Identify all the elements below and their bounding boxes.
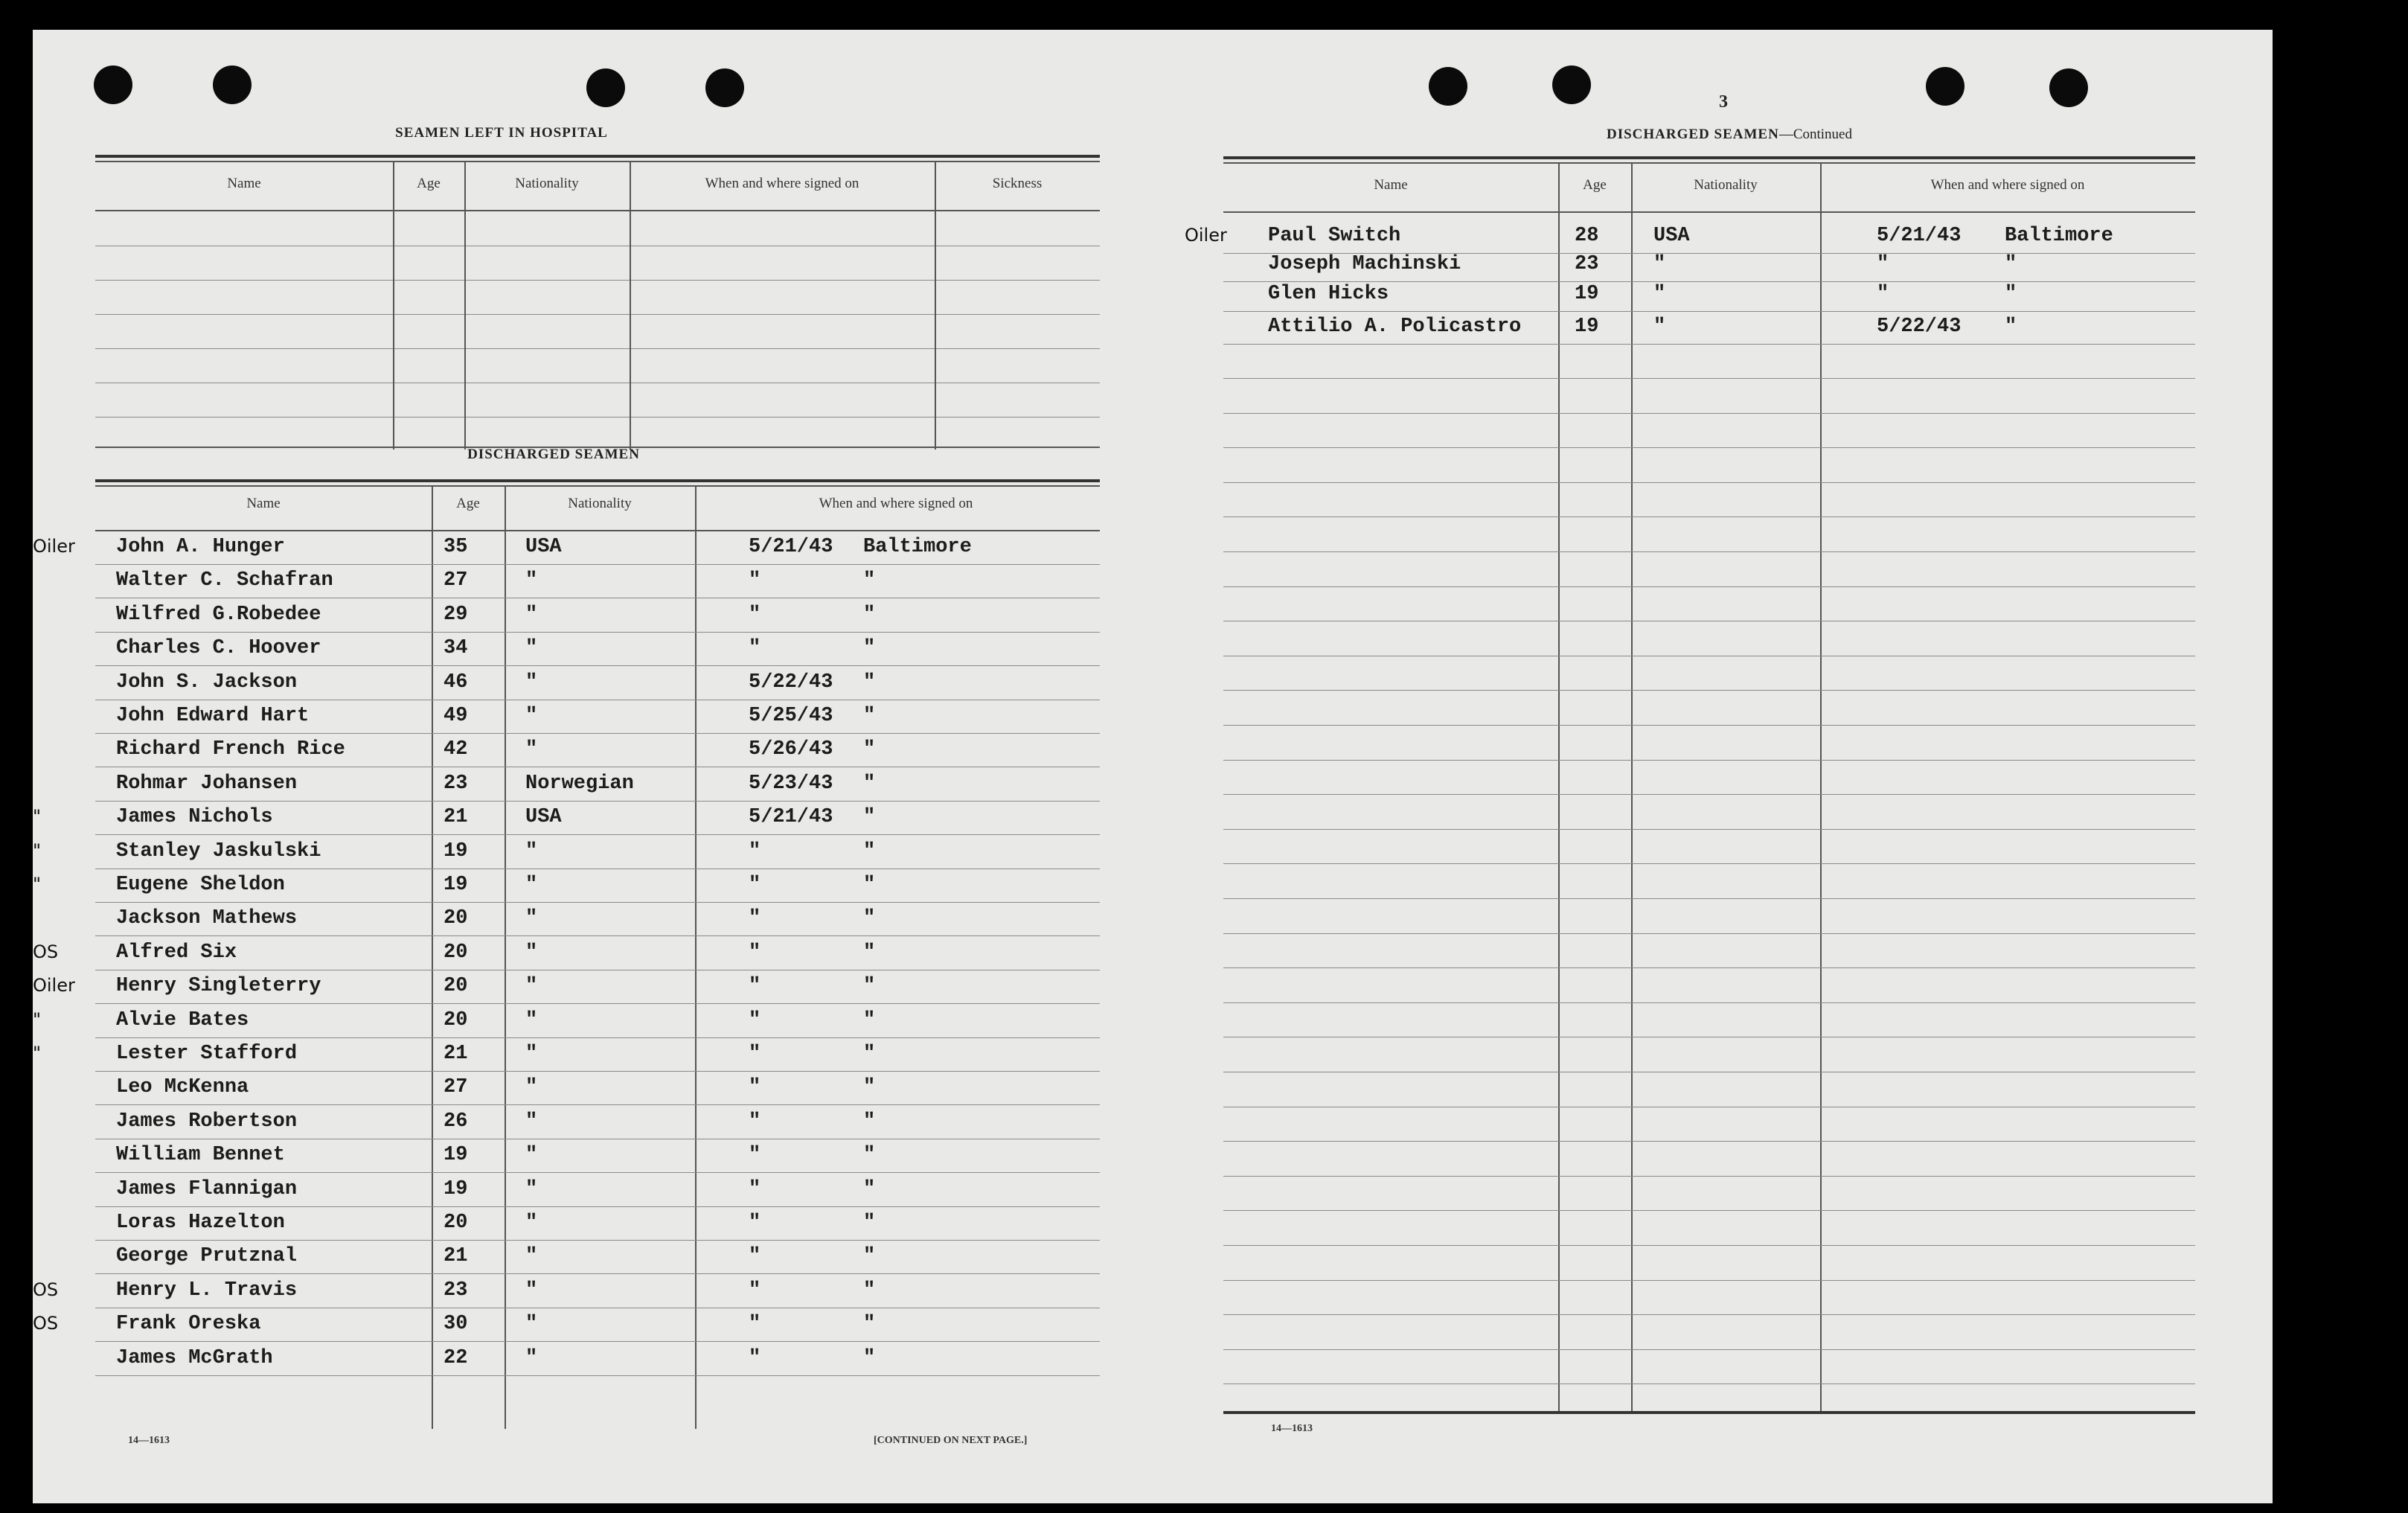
- name-cell: Wilfred G.Robedee: [116, 604, 321, 626]
- table-row: [33, 806, 1100, 836]
- place-cell: ": [863, 738, 876, 761]
- nationality-cell: ": [1653, 283, 1666, 305]
- discharged-continued-title: [1521, 127, 1938, 143]
- margin-note: ": [33, 1009, 42, 1030]
- age-cell: 19: [1575, 316, 1599, 338]
- continued-note: [CONTINUED ON NEXT PAGE.]: [874, 1435, 1028, 1446]
- table-row: [33, 773, 1100, 802]
- table-row: [33, 1144, 1100, 1174]
- date-cell: ": [1877, 253, 1889, 275]
- blank-rule: [1223, 413, 2195, 414]
- date-cell: ": [749, 1347, 761, 1369]
- col-divider: [1820, 162, 1822, 1413]
- col-name: Name: [1374, 177, 1408, 193]
- discharged-col-nationality: Nationality: [568, 496, 632, 511]
- table-row: [33, 705, 1100, 735]
- table-row: [33, 1076, 1100, 1106]
- rule: [1223, 211, 2195, 213]
- blank-rule: [1223, 933, 2195, 934]
- rule: [95, 417, 1100, 418]
- punch-hole: [213, 65, 252, 104]
- age-cell: 21: [444, 1245, 468, 1267]
- rule: [95, 155, 1100, 158]
- col-divider: [1631, 162, 1633, 1413]
- nationality-cell: ": [1653, 253, 1666, 275]
- age-cell: 20: [444, 1009, 468, 1031]
- age-cell: 19: [444, 1178, 468, 1200]
- age-cell: 21: [444, 1043, 468, 1065]
- place-cell: ": [863, 806, 876, 828]
- col-divider: [464, 161, 466, 450]
- date-cell: 5/21/43: [1877, 225, 1962, 247]
- age-cell: 34: [444, 637, 468, 659]
- name-cell: Stanley Jaskulski: [116, 840, 321, 863]
- blank-rule: [1223, 794, 2195, 795]
- table-row: [33, 536, 1100, 566]
- date-cell: ": [749, 1076, 761, 1098]
- date-cell: ": [749, 1009, 761, 1031]
- row-rule: [1223, 281, 2195, 282]
- date-cell: 5/22/43: [749, 671, 833, 694]
- nationality-cell: ": [525, 569, 538, 592]
- age-cell: 20: [444, 941, 468, 964]
- name-cell: Leo McKenna: [116, 1076, 249, 1098]
- left-page: [33, 30, 1171, 1503]
- nationality-cell: ": [525, 1110, 538, 1133]
- row-rule: [95, 564, 1100, 565]
- row-rule: [1223, 344, 2195, 345]
- date-cell: ": [749, 1110, 761, 1133]
- form-number: 14—1613: [1271, 1423, 1313, 1434]
- name-cell: Walter C. Schafran: [116, 569, 333, 592]
- table-row: [33, 1110, 1100, 1140]
- table-row: [33, 907, 1100, 937]
- table-row: [33, 840, 1100, 870]
- place-cell: ": [863, 1178, 876, 1200]
- name-cell: John S. Jackson: [116, 671, 298, 694]
- place-cell: ": [863, 1144, 876, 1166]
- nationality-cell: ": [525, 1279, 538, 1302]
- margin-note: ": [33, 806, 42, 827]
- date-cell: ": [749, 1212, 761, 1234]
- date-cell: 5/21/43: [749, 536, 833, 558]
- nationality-cell: ": [525, 840, 538, 863]
- place-cell: ": [863, 705, 876, 727]
- name-cell: Henry Singleterry: [116, 975, 321, 997]
- place-cell: ": [2005, 253, 2017, 275]
- age-cell: 23: [1575, 253, 1599, 275]
- hospital-col-nationality: Nationality: [515, 176, 579, 191]
- blank-rule: [1223, 863, 2195, 864]
- blank-rule: [1223, 482, 2195, 483]
- date-cell: 5/26/43: [749, 738, 833, 761]
- blank-rule: [1223, 967, 2195, 968]
- place-cell: ": [863, 1245, 876, 1267]
- row-rule: [95, 834, 1100, 835]
- name-cell: Lester Stafford: [116, 1043, 298, 1065]
- nationality-cell: ": [525, 705, 538, 727]
- nationality-cell: ": [525, 671, 538, 694]
- place-cell: ": [2005, 316, 2017, 338]
- name-cell: Eugene Sheldon: [116, 874, 285, 896]
- date-cell: ": [749, 1313, 761, 1335]
- age-cell: 23: [444, 773, 468, 795]
- nationality-cell: ": [525, 1347, 538, 1369]
- table-row: [33, 874, 1100, 903]
- blank-rule: [1223, 1349, 2195, 1350]
- col-divider: [630, 161, 631, 450]
- date-cell: ": [1877, 283, 1889, 305]
- name-cell: Glen Hicks: [1268, 283, 1389, 305]
- place-cell: Baltimore: [863, 536, 972, 558]
- date-cell: ": [749, 569, 761, 592]
- nationality-cell: ": [525, 1043, 538, 1065]
- place-cell: ": [863, 671, 876, 694]
- col-signed-on: When and where signed on: [1930, 177, 2085, 193]
- blank-rule: [1223, 378, 2195, 379]
- margin-note: Oiler: [1185, 225, 1227, 246]
- margin-note: OS: [33, 941, 59, 962]
- margin-note: ": [33, 874, 42, 895]
- date-cell: ": [749, 941, 761, 964]
- nationality-cell: ": [525, 1009, 538, 1031]
- form-number: 14—1613: [128, 1435, 170, 1446]
- blank-rule: [1223, 1280, 2195, 1281]
- date-cell: ": [749, 1144, 761, 1166]
- table-row: [33, 1313, 1100, 1343]
- name-cell: James McGrath: [116, 1347, 273, 1369]
- date-cell: ": [749, 840, 761, 863]
- place-cell: ": [863, 604, 876, 626]
- col-nationality: Nationality: [1694, 177, 1758, 193]
- nationality-cell: ": [525, 1076, 538, 1098]
- nationality-cell: ": [525, 604, 538, 626]
- name-cell: Richard French Rice: [116, 738, 345, 761]
- nationality-cell: ": [525, 637, 538, 659]
- place-cell: ": [863, 569, 876, 592]
- punch-hole: [1429, 67, 1467, 106]
- age-cell: 19: [1575, 283, 1599, 305]
- nationality-cell: ": [525, 1212, 538, 1234]
- age-cell: 29: [444, 604, 468, 626]
- place-cell: ": [863, 874, 876, 896]
- discharged-col-age: Age: [456, 496, 480, 511]
- blank-rule: [1223, 1314, 2195, 1315]
- date-cell: 5/22/43: [1877, 316, 1962, 338]
- name-cell: Joseph Machinski: [1268, 253, 1461, 275]
- row-rule: [95, 1003, 1100, 1004]
- blank-rule: [1223, 447, 2195, 448]
- table-row: [33, 569, 1100, 599]
- row-rule: [95, 935, 1100, 936]
- age-cell: 27: [444, 569, 468, 592]
- name-cell: Alvie Bates: [116, 1009, 249, 1031]
- place-cell: ": [863, 975, 876, 997]
- name-cell: Henry L. Travis: [116, 1279, 298, 1302]
- age-cell: 20: [444, 907, 468, 930]
- blank-rule: [1223, 1176, 2195, 1177]
- date-cell: 5/25/43: [749, 705, 833, 727]
- row-rule: [95, 902, 1100, 903]
- place-cell: ": [863, 840, 876, 863]
- blank-rule: [1223, 516, 2195, 517]
- margin-note: OS: [33, 1313, 59, 1334]
- row-rule: [95, 1172, 1100, 1173]
- punch-hole: [586, 68, 625, 107]
- name-cell: William Bennet: [116, 1144, 285, 1166]
- nationality-cell: ": [525, 907, 538, 930]
- hospital-col-signed-on: When and where signed on: [705, 176, 859, 191]
- age-cell: 35: [444, 536, 468, 558]
- nationality-cell: USA: [1653, 225, 1690, 247]
- nationality-cell: ": [525, 1245, 538, 1267]
- date-cell: ": [749, 907, 761, 930]
- place-cell: ": [863, 1076, 876, 1098]
- blank-rule: [1223, 1210, 2195, 1211]
- place-cell: ": [863, 1009, 876, 1031]
- table-row: [33, 671, 1100, 701]
- nationality-cell: ": [525, 738, 538, 761]
- nationality-cell: ": [525, 1313, 538, 1335]
- name-cell: Paul Switch: [1268, 225, 1401, 247]
- date-cell: ": [749, 1178, 761, 1200]
- rule: [1223, 156, 2195, 159]
- col-divider: [393, 161, 394, 450]
- blank-rule: [1223, 829, 2195, 830]
- age-cell: 30: [444, 1313, 468, 1335]
- col-divider: [1558, 162, 1560, 1413]
- table-row: [33, 1009, 1100, 1039]
- place-cell: ": [863, 941, 876, 964]
- date-cell: ": [749, 975, 761, 997]
- rule: [95, 314, 1100, 315]
- row-rule: [95, 1206, 1100, 1207]
- row-rule: [95, 1104, 1100, 1105]
- row-rule: [95, 1341, 1100, 1342]
- age-cell: 20: [444, 1212, 468, 1234]
- age-cell: 20: [444, 975, 468, 997]
- punch-hole: [2049, 68, 2088, 107]
- nationality-cell: ": [525, 1144, 538, 1166]
- date-cell: ": [749, 874, 761, 896]
- row-rule: [95, 733, 1100, 734]
- place-cell: ": [863, 1279, 876, 1302]
- date-cell: 5/21/43: [749, 806, 833, 828]
- blank-rule: [1223, 1141, 2195, 1142]
- blank-rule: [1223, 586, 2195, 587]
- place-cell: ": [863, 1347, 876, 1369]
- name-cell: Rohmar Johansen: [116, 773, 298, 795]
- right-page: [1164, 30, 2273, 1503]
- nationality-cell: ": [1653, 316, 1666, 338]
- place-cell: ": [2005, 283, 2017, 305]
- rule: [95, 280, 1100, 281]
- rule: [95, 210, 1100, 211]
- name-cell: Alfred Six: [116, 941, 237, 964]
- margin-note: OS: [33, 1279, 59, 1300]
- age-cell: 21: [444, 806, 468, 828]
- punch-hole: [94, 65, 132, 104]
- row-rule: [1223, 311, 2195, 312]
- rule: [95, 530, 1100, 531]
- row-rule: [95, 1037, 1100, 1038]
- date-cell: 5/23/43: [749, 773, 833, 795]
- margin-note: Oiler: [33, 536, 75, 557]
- table-row: [1164, 253, 2198, 283]
- row-rule: [95, 801, 1100, 802]
- punch-hole: [1926, 67, 1964, 106]
- row-rule: [95, 1071, 1100, 1072]
- table-row: [33, 941, 1100, 971]
- name-cell: James Nichols: [116, 806, 273, 828]
- rule: [95, 485, 1100, 487]
- table-row: [1164, 316, 2198, 345]
- table-row: [33, 1245, 1100, 1275]
- age-cell: 19: [444, 840, 468, 863]
- age-cell: 49: [444, 705, 468, 727]
- name-cell: Attilio A. Policastro: [1268, 316, 1522, 338]
- table-row: [33, 1347, 1100, 1377]
- punch-hole: [705, 68, 744, 107]
- date-cell: ": [749, 1279, 761, 1302]
- title-continued: —Continued: [1778, 127, 1852, 142]
- place-cell: ": [863, 1212, 876, 1234]
- row-rule: [95, 1375, 1100, 1376]
- age-cell: 42: [444, 738, 468, 761]
- table-row: [33, 975, 1100, 1005]
- margin-note: ": [33, 1043, 42, 1063]
- rule: [1223, 1411, 2195, 1414]
- place-cell: Baltimore: [2005, 225, 2113, 247]
- place-cell: ": [863, 907, 876, 930]
- name-cell: Loras Hazelton: [116, 1212, 285, 1234]
- blank-rule: [1223, 725, 2195, 726]
- place-cell: ": [863, 1043, 876, 1065]
- nationality-cell: USA: [525, 536, 562, 558]
- name-cell: Jackson Mathews: [116, 907, 298, 930]
- table-row: [33, 604, 1100, 633]
- date-cell: ": [749, 637, 761, 659]
- place-cell: ": [863, 637, 876, 659]
- table-row: [33, 637, 1100, 667]
- table-row: [33, 1279, 1100, 1309]
- blank-rule: [1223, 690, 2195, 691]
- hospital-col-name: Name: [227, 176, 261, 191]
- nationality-cell: ": [525, 874, 538, 896]
- discharged-col-name: Name: [246, 496, 281, 511]
- name-cell: James Robertson: [116, 1110, 298, 1133]
- page-number: 3: [1719, 92, 1728, 112]
- scanned-document: [33, 30, 2273, 1503]
- punch-hole: [1552, 65, 1591, 104]
- discharged-title: DISCHARGED SEAMEN: [467, 447, 640, 462]
- table-row: [1164, 283, 2198, 313]
- place-cell: ": [863, 773, 876, 795]
- table-row: [1164, 225, 2198, 255]
- rule: [95, 348, 1100, 349]
- name-cell: John A. Hunger: [116, 536, 285, 558]
- age-cell: 19: [444, 1144, 468, 1166]
- blank-rule: [1223, 898, 2195, 899]
- name-cell: James Flannigan: [116, 1178, 298, 1200]
- name-cell: John Edward Hart: [116, 705, 310, 727]
- age-cell: 26: [444, 1110, 468, 1133]
- blank-rule: [1223, 551, 2195, 552]
- nationality-cell: ": [525, 975, 538, 997]
- col-divider: [935, 161, 936, 450]
- nationality-cell: Norwegian: [525, 773, 634, 795]
- age-cell: 27: [444, 1076, 468, 1098]
- row-rule: [95, 665, 1100, 666]
- date-cell: ": [749, 1245, 761, 1267]
- table-row: [33, 1212, 1100, 1241]
- blank-rule: [1223, 1245, 2195, 1246]
- place-cell: ": [863, 1110, 876, 1133]
- margin-note: Oiler: [33, 975, 75, 996]
- name-cell: Charles C. Hoover: [116, 637, 321, 659]
- nationality-cell: ": [525, 941, 538, 964]
- age-cell: 22: [444, 1347, 468, 1369]
- row-rule: [95, 1273, 1100, 1274]
- age-cell: 23: [444, 1279, 468, 1302]
- blank-rule: [1223, 1002, 2195, 1003]
- date-cell: ": [749, 604, 761, 626]
- date-cell: ": [749, 1043, 761, 1065]
- age-cell: 46: [444, 671, 468, 694]
- name-cell: George Prutznal: [116, 1245, 298, 1267]
- row-rule: [95, 632, 1100, 633]
- age-cell: 19: [444, 874, 468, 896]
- rule: [95, 161, 1100, 162]
- hospital-col-sickness: Sickness: [992, 176, 1043, 191]
- table-row: [33, 738, 1100, 768]
- table-row: [33, 1178, 1100, 1208]
- discharged-col-signed-on: When and where signed on: [819, 496, 973, 511]
- blank-rule: [1223, 760, 2195, 761]
- row-rule: [95, 1240, 1100, 1241]
- hospital-title: SEAMEN LEFT IN HOSPITAL: [395, 125, 608, 141]
- name-cell: Frank Oreska: [116, 1313, 261, 1335]
- col-age: Age: [1583, 177, 1607, 193]
- table-row: [33, 1043, 1100, 1072]
- hospital-col-age: Age: [417, 176, 441, 191]
- nationality-cell: USA: [525, 806, 562, 828]
- age-cell: 28: [1575, 225, 1599, 247]
- rule: [95, 479, 1100, 482]
- place-cell: ": [863, 1313, 876, 1335]
- nationality-cell: ": [525, 1178, 538, 1200]
- margin-note: ": [33, 840, 42, 861]
- title-main: DISCHARGED SEAMEN: [1606, 127, 1779, 142]
- rule: [1223, 162, 2195, 164]
